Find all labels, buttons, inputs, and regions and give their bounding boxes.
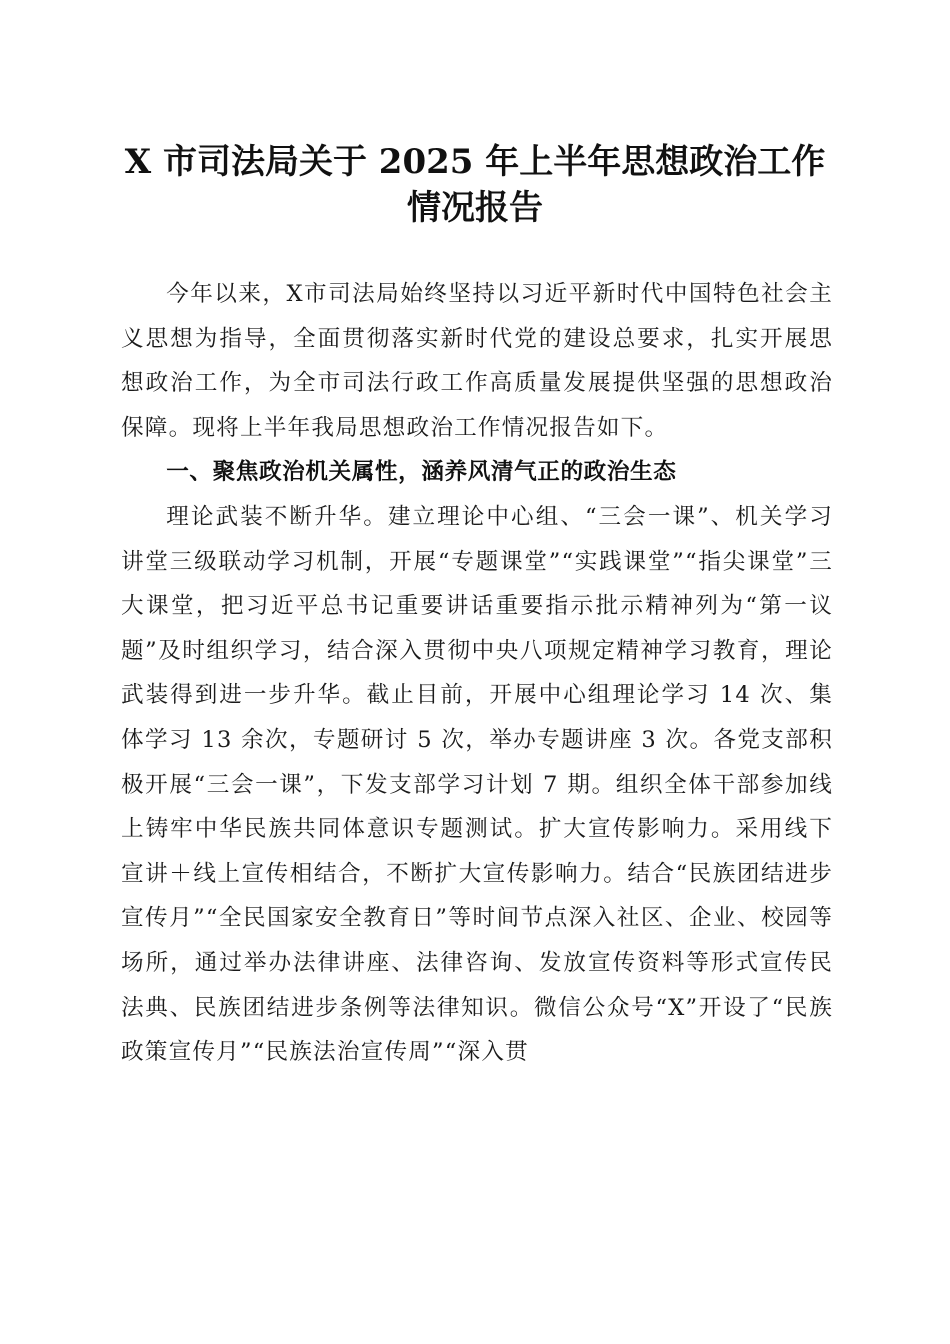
document-title-line-1: X 市司法局关于 2025 年上半年思想政治工作 xyxy=(124,142,826,182)
document-title-line-2: 情况报告 xyxy=(407,188,543,228)
body-paragraph: 理论武装不断升华。建立理论中心组、“三会一课”、机关学习讲堂三级联动学习机制，开展“专题课堂”“实践课堂”“指尖课堂”三大课堂，把习近平总书记重要讲话重要指示批示精神列为“第一议题”及时组织学习，结合深入贯彻中央八项规定精神学习教育，理论武装得到进一步升华。截止目前，开展中心组理论学习 14 次、集体学习 13 余次，专题研讨 5 次，举办专题讲座 3 次。各党支部积极开展“三会一课”，下发支部学习计划 7 期。组织全体干部参加线上铸牢中华民族共同体意识专题测试。扩大宣传影响力。采用线下宣讲＋线上宣传相结合，不断扩大宣传影响力。结合“民族团结进步宣传月”“全民国家安全教育日”等时间节点深入社区、企业、校园等场所，通过举办法律讲座、法律咨询、发放宣传资料等形式宣传民法典、民族团结进步条例等法律知识。微信公众号“X”开设了“民族政策宣传月”“民族法治宣传周”“深入贯 xyxy=(121,503,834,1066)
intro-paragraph: 今年以来，X市司法局始终坚持以习近平新时代中国特色社会主义思想为指导，全面贯彻落实新时代党的建设总要求，扎实开展思想政治工作，为全市司法行政工作高质量发展提供坚强的思想政治保障。现将上半年我局思想政治工作情况报告如下。 xyxy=(121,281,833,441)
section-heading: 一、聚焦政治机关属性，涵养风清气正的政治生态 xyxy=(166,459,677,486)
document-body xyxy=(121,272,833,1075)
